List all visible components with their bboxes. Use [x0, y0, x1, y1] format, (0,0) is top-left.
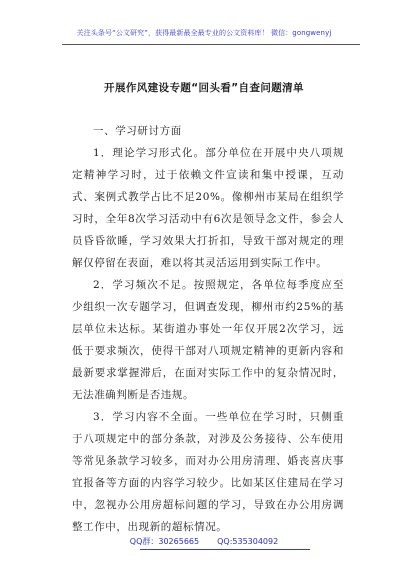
paragraph-3: 3．学习内容不全面。一些单位在学习时，只侧重于八项规定中的部分条款，对涉及公务接待、公车使用等常见条款学习较多，而对办公用房清理、婚丧喜庆事宜报备等方面的内容学习较少。比如某区住建局在学习中，忽视办公用房超标问题的学习，导致在办公用房调整工作中，出现新的超标情况。 — [72, 411, 344, 533]
footer-underline — [140, 549, 310, 550]
footer-qq-group: QQ群：30265665 — [129, 537, 200, 546]
footer-contact — [0, 536, 408, 547]
header-divider — [62, 44, 360, 45]
paragraph-1: 1．理论学习形式化。部分单位在开展中央八项规定精神学习时，过于依赖文件宣读和集中授课，互动式、案例式教学占比不足20%。像柳州市某局在组织学习时，全年8次学习活动中有6次是领导念文件，参会人员昏昏欲睡，学习效果大打折扣，导致干部对规定的理解仅停留在表面，难以将其灵活运用到实际工作中。 — [72, 147, 344, 269]
paragraph-2: 2．学习频次不足。按照规定，各单位每季度应至少组织一次专题学习，但调查发现，柳州市约25%的基层单位未达标。某街道办事处一年仅开展2次学习，远低于要求频次，使得干部对八项规定精神的更新内容和最新要求掌握滞后，在面对实际工作中的复杂情况时，无法准确判断是否违规。 — [72, 279, 344, 401]
section-heading: 一、学习研讨方面 — [93, 125, 182, 137]
document-body — [72, 120, 344, 538]
footer-qq: QQ:535304092 — [217, 537, 279, 546]
header-note: 关注头条号“公文研究”，获得最新最全最专业的公文资料库！ 微信：gongwenyj — [76, 29, 332, 37]
document-title: 开展作风建设专题“回头看”自查问题清单 — [104, 82, 304, 94]
